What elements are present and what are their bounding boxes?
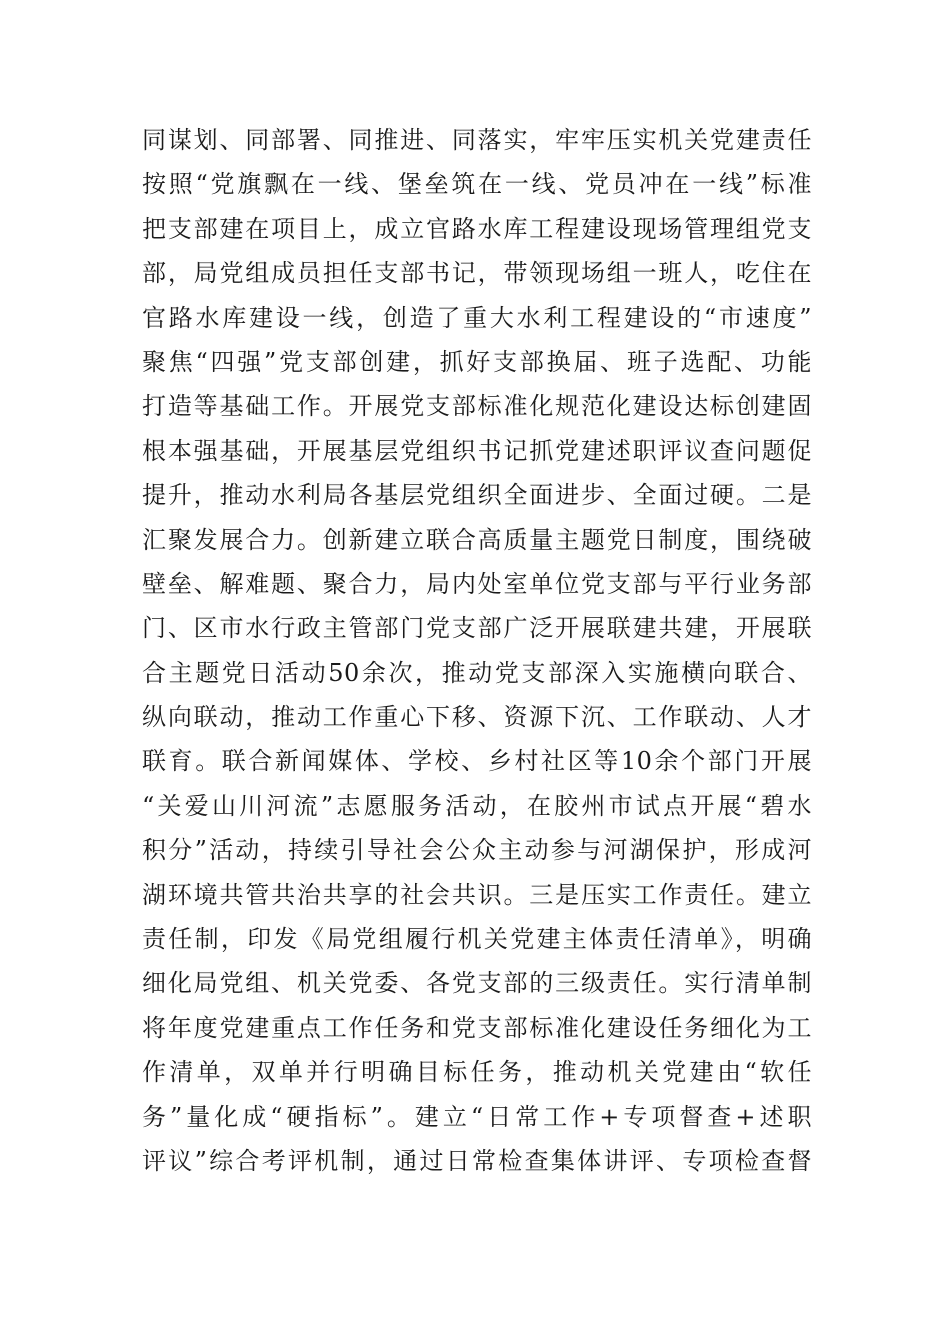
text-line-7: 打造等基础工作。开展党支部标准化规范化建设达标创建固 — [142, 392, 812, 421]
text-line-16: “关爱山川河流”志愿服务活动，在胶州市试点开展“碧水 — [142, 791, 812, 820]
text-line-24: 评议”综合考评机制，通过日常检查集体讲评、专项检查督 — [142, 1146, 812, 1175]
text-line-3: 把支部建在项目上，成立官路水库工程建设现场管理组党支 — [142, 214, 812, 243]
body-text — [142, 118, 812, 1183]
text-line-12: 门、区市水行政主管部门党支部广泛开展联建共建，开展联 — [142, 614, 812, 643]
text-line-11: 壁垒、解难题、聚合力，局内处室单位党支部与平行业务部 — [142, 569, 812, 598]
text-line-6: 聚焦“四强”党支部创建，抓好支部换届、班子选配、功能 — [142, 347, 812, 376]
text-line-17: 积分”活动，持续引导社会公众主动参与河湖保护，形成河 — [142, 836, 812, 865]
text-line-2: 按照“党旗飘在一线、堡垒筑在一线、党员冲在一线”标准 — [142, 170, 812, 199]
text-line-18: 湖环境共管共治共享的社会共识。三是压实工作责任。建立 — [142, 880, 812, 909]
text-line-20: 细化局党组、机关党委、各党支部的三级责任。实行清单制 — [142, 969, 812, 998]
text-line-23: 务”量化成“硬指标”。建立“日常工作+专项督查+述职 — [142, 1102, 812, 1131]
text-line-19: 责任制，印发《局党组履行机关党建主体责任清单》，明确 — [142, 925, 812, 954]
text-line-4: 部，局党组成员担任支部书记，带领现场组一班人，吃住在 — [142, 259, 812, 288]
text-line-15: 联育。联合新闻媒体、学校、乡村社区等10余个部门开展 — [142, 747, 812, 776]
text-line-14: 纵向联动，推动工作重心下移、资源下沉、工作联动、人才 — [142, 703, 812, 732]
text-line-13: 合主题党日活动50余次，推动党支部深入实施横向联合、 — [142, 658, 812, 687]
text-line-5: 官路水库建设一线，创造了重大水利工程建设的“市速度” — [142, 303, 812, 332]
text-line-10: 汇聚发展合力。创新建立联合高质量主题党日制度，围绕破 — [142, 525, 812, 554]
text-line-8: 根本强基础，开展基层党组织书记抓党建述职评议查问题促 — [142, 436, 812, 465]
text-line-22: 作清单，双单并行明确目标任务，推动机关党建由“软任 — [142, 1058, 812, 1087]
text-line-21: 将年度党建重点工作任务和党支部标准化建设任务细化为工 — [142, 1013, 812, 1042]
text-line-1: 同谋划、同部署、同推进、同落实，牢牢压实机关党建责任 — [142, 126, 812, 154]
text-line-9: 提升，推动水利局各基层党组织全面进步、全面过硬。二是 — [142, 481, 812, 510]
